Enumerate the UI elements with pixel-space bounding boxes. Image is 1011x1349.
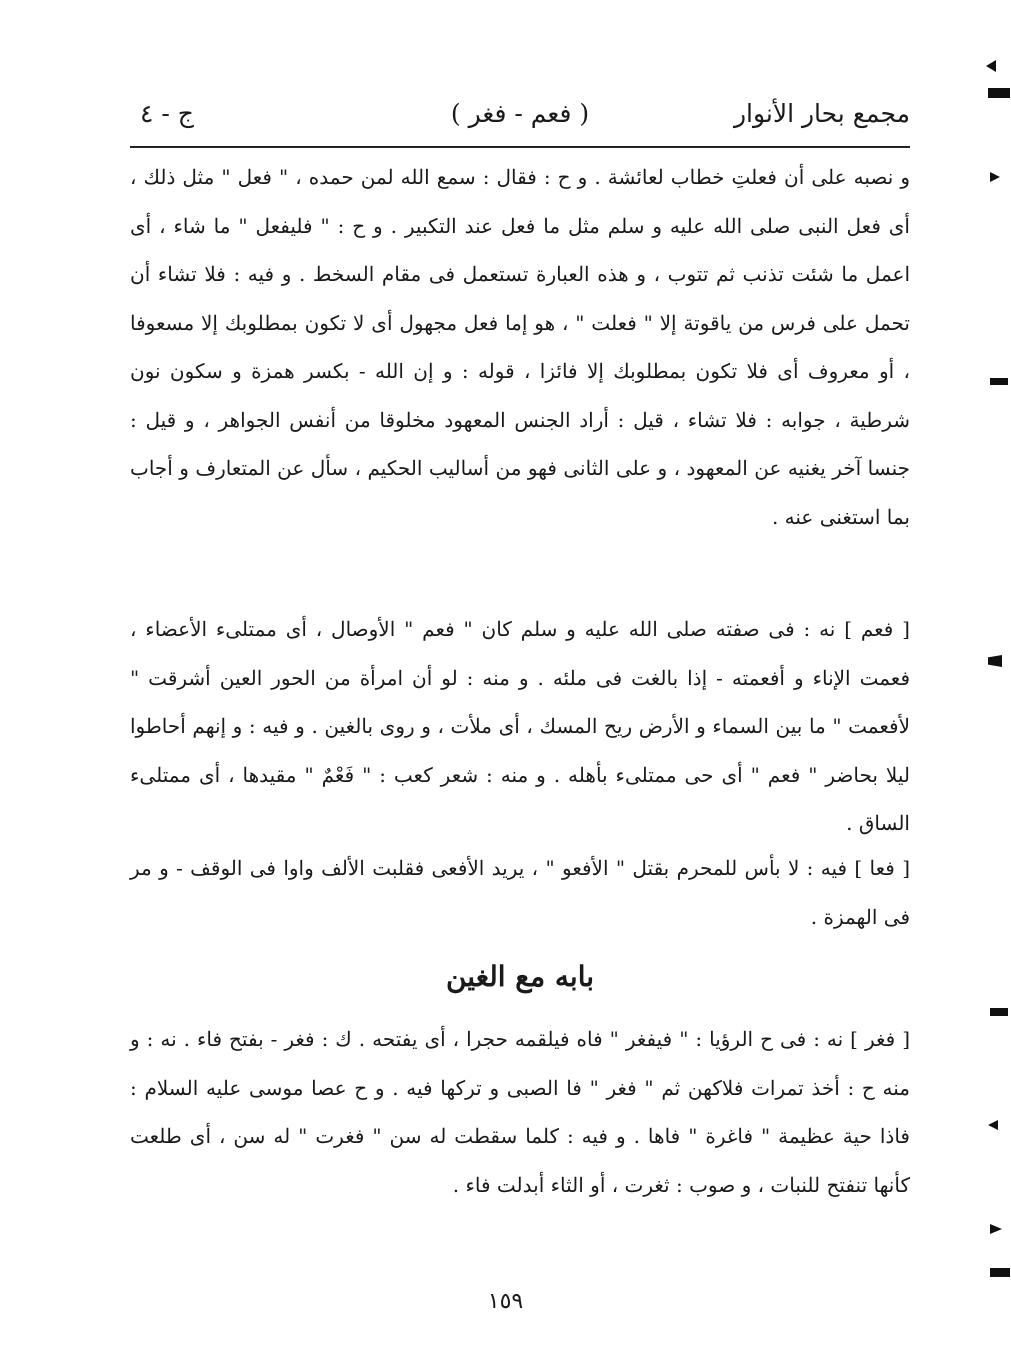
section-title: بابه مع الغین — [445, 960, 595, 993]
margin-mark — [988, 655, 1002, 667]
running-header — [130, 92, 910, 136]
paragraph-faam: [ فعم ] نه : فی صفته صلی الله علیه و سلم کان " فعم " الأوصال ، أی ممتلیء الأعضاء ، فعمت الإناء و أفعمته - إذا بالغت فی ملئه . و منه : لو أن امرأة من الحور العین أشرقت " لأفعمت " ما بین السماء و الأرض ریح المسك ، أی ملأت ، و روی بالغین . و فیه : و إنهم أحاطوا لیلا بحاضر " فعم " أی حی ممتلیء بأهله . و منه : شعر کعب : " فَعْمٌ " مقیدها ، أی ممتلیء الساق . — [130, 617, 910, 835]
margin-mark — [990, 1224, 1002, 1234]
margin-mark — [990, 378, 1008, 385]
book-title: مجمع بحار الأنوار — [733, 99, 910, 128]
paragraph-fal: و نصبه علی أن فعلتِ خطاب لعائشة . و ح : فقال : سمع الله لمن حمده ، " فعل " مثل ذلك ، أی فعل النبی صلی الله علیه و سلم مثل ما فعل عند التکبیر . و ح : " فلیفعل " ما شاء ، أی اعمل ما شئت تذنب ثم تتوب ، و هذه العبارة تستعمل فی مقام السخط . و فیه : فلا تشاء أن تحمل علی فرس من یاقوتة إلا " فعلت " ، هو إما فعل مجهول أی لا تکون بمطلوبك إلا مسعوفا ، أو معروف أی فلا تکون بمطلوبك إلا فائزا ، قوله : و إن الله - بکسر همزة و سکون نون شرطیة ، جوابه : فلا تشاء ، قیل : أراد الجنس المعهود مخلوقا من أنفس الجواهر ، و قیل : جنسا آخر یغنیه عن المعهود ، و علی الثانی فهو من أسالیب الحکیم ، سأل عن المتعارف و أجاب بما استغنی عنه . — [130, 165, 910, 529]
paragraph-faa: [ فعا ] فیه : لا بأس للمحرم بقتل " الأفعو " ، یرید الأفعی فقلبت الألف واوا فی الوقف - و مر فی الهمزة . — [130, 856, 910, 929]
margin-mark — [986, 60, 996, 72]
margin-mark — [990, 1008, 1008, 1016]
paragraph-faghar: [ فغر ] نه : فی ح الرؤیا : " فیفغر " فاه فیلقمه حجرا ، أی یفتحه . ك : فغر - بفتح فاء . نه : و منه ح : أخذ تمرات فلاکهن ثم " فغر " فا الصبی و ترکها فیه . و ح عصا موسی علیه السلام : فاذا حیة عظیمة " فاغرة " فاها . و فیه : کلما سقطت له سن " فغرت " له سن ، أی طلعت کأنها تنفتح للنبات ، و صوب : ثغرت ، أو الثاء أبدلت فاء . — [130, 1027, 910, 1197]
volume-number: ج - ٤ — [140, 99, 194, 128]
margin-mark — [988, 88, 1010, 98]
margin-mark — [990, 1268, 1010, 1277]
header-rule — [130, 146, 910, 148]
margin-mark — [990, 172, 1000, 182]
page-number: ١٥٩ — [487, 1289, 524, 1314]
entry-range: ( فعم - فغر ) — [450, 99, 590, 128]
margin-mark — [988, 1120, 998, 1130]
